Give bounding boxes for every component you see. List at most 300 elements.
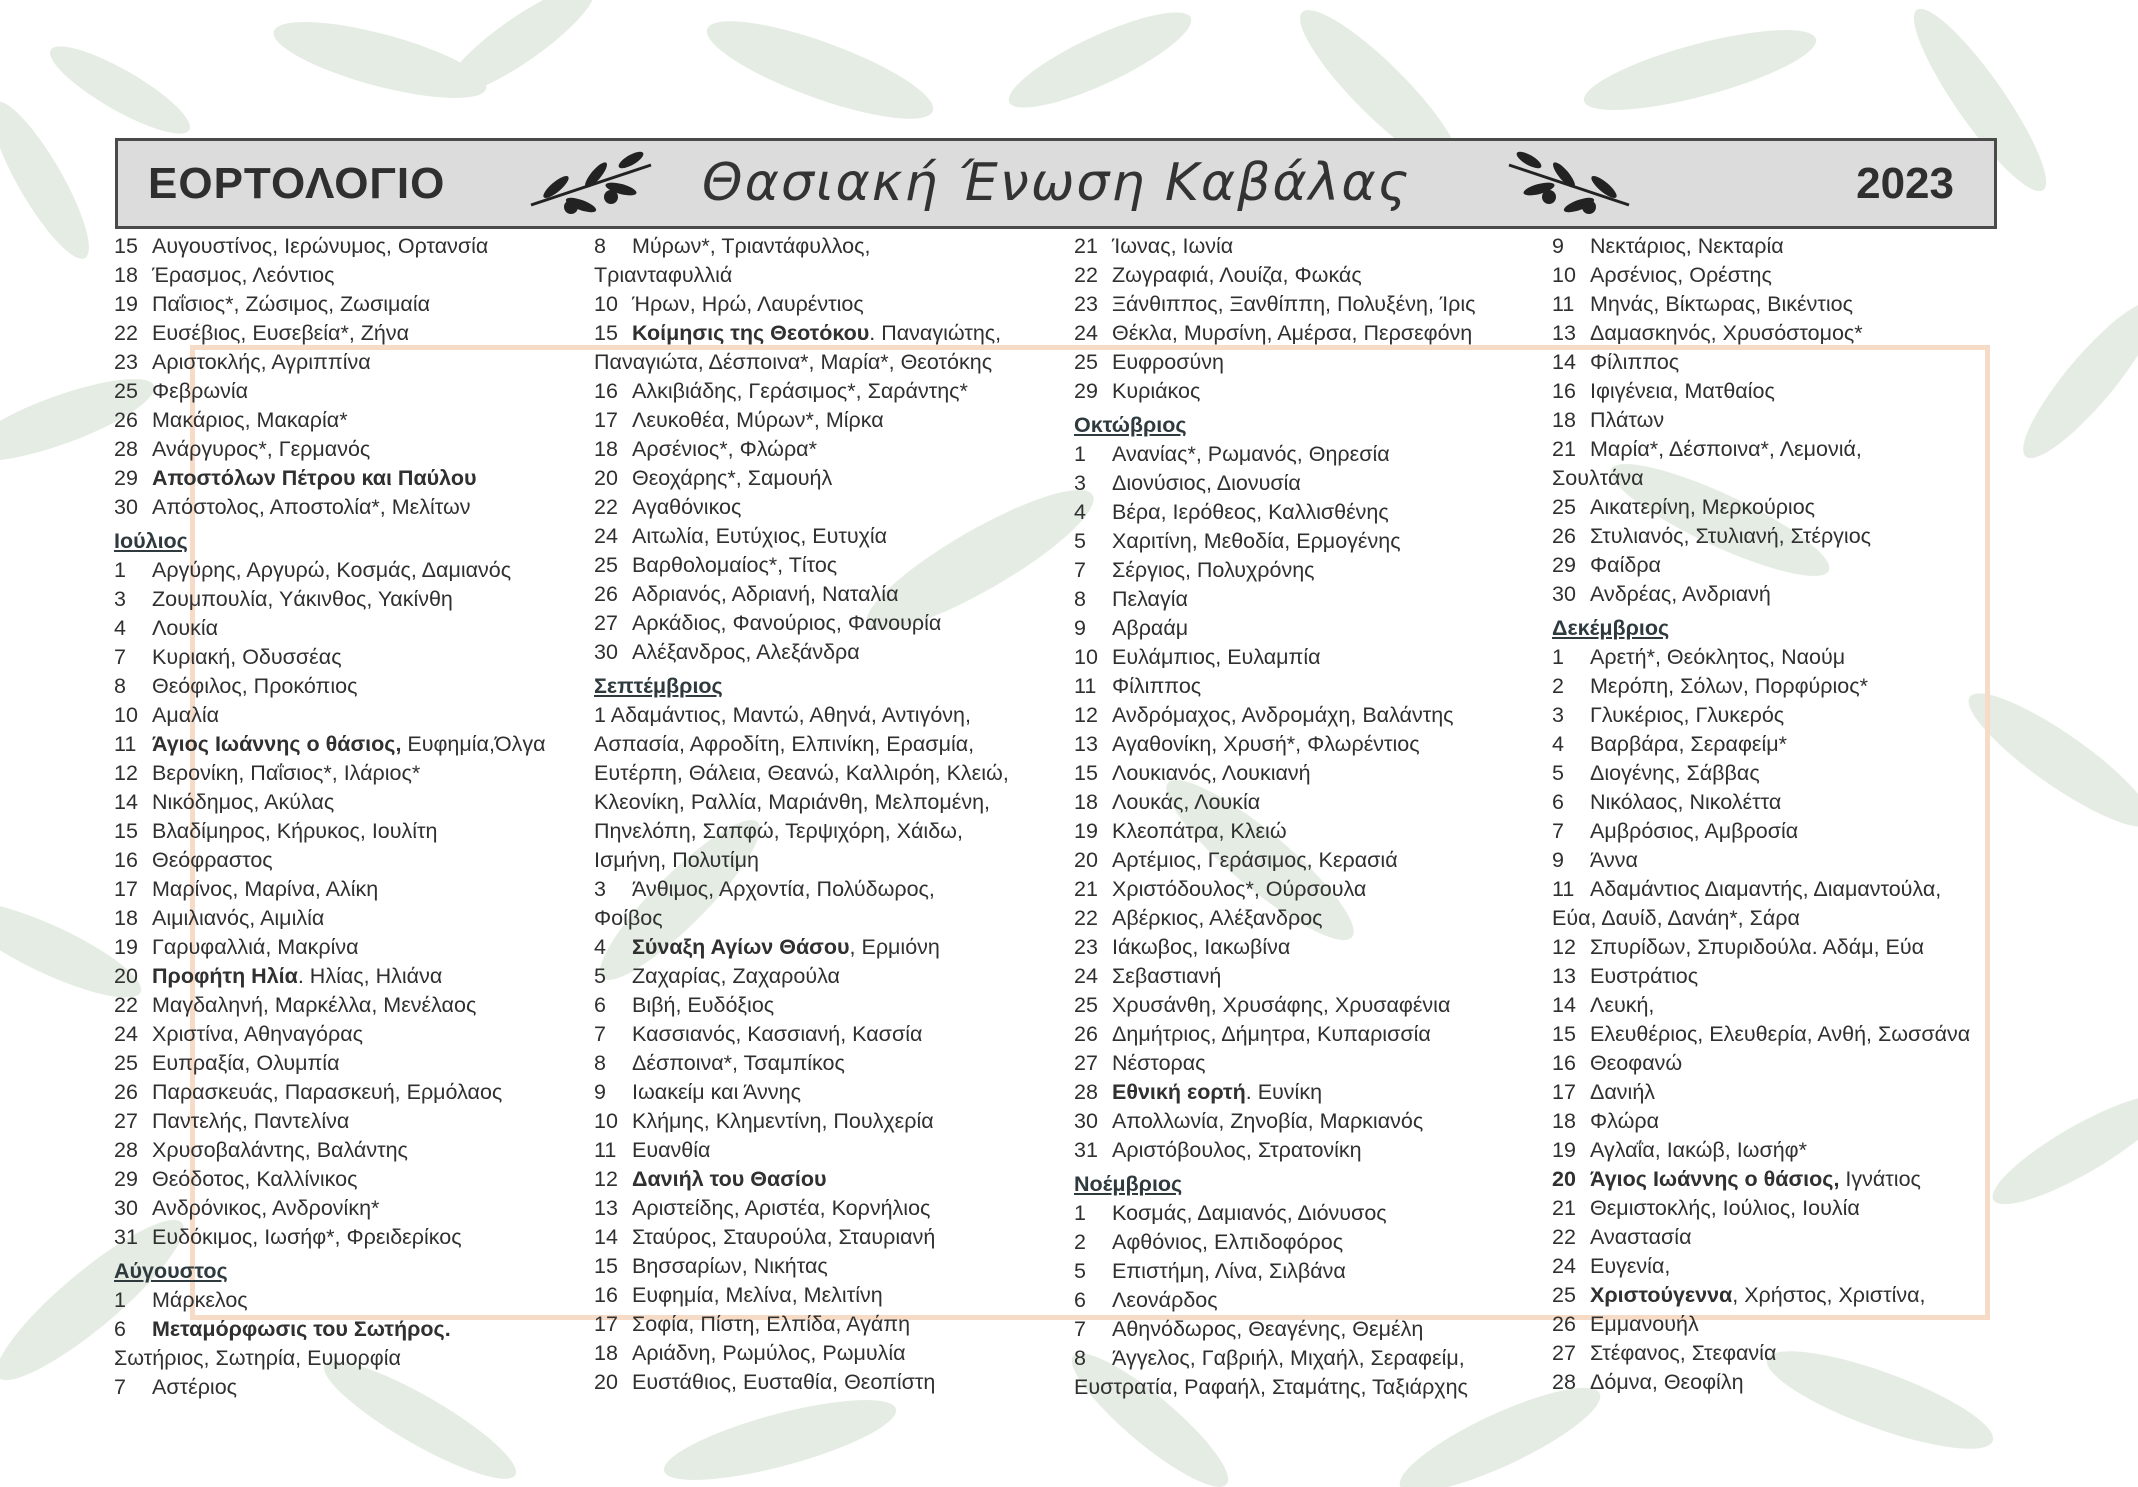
names-text: Αμβρόσιος, Αμβροσία bbox=[1590, 819, 1799, 843]
names-text: Θεμιστοκλής, Ιούλιος, Ιουλία bbox=[1590, 1196, 1860, 1220]
day-number: 8 bbox=[1074, 587, 1086, 611]
month-heading: Ιούλιος bbox=[114, 529, 188, 553]
names-text: Μύρων*, Τριαντάφυλλος, bbox=[632, 234, 871, 258]
feast-name: Σύναξη Αγίων Θάσου bbox=[632, 935, 850, 959]
name-day-entry bbox=[114, 1078, 592, 1107]
day-number: 22 bbox=[114, 321, 138, 345]
day-number: 25 bbox=[1552, 495, 1576, 519]
day-number: 30 bbox=[1074, 1109, 1098, 1133]
names-text: Ευφημία,Όλγα bbox=[401, 732, 546, 756]
name-day-entry bbox=[114, 614, 592, 643]
name-day-entry bbox=[594, 1223, 1070, 1252]
name-day-entry bbox=[594, 875, 1070, 904]
names-text: Βαρβάρα, Σεραφείμ* bbox=[1590, 732, 1787, 756]
name-day-entry bbox=[1074, 1136, 1550, 1165]
names-text: Παρασκευάς, Παρασκευή, Ερμόλαος bbox=[152, 1080, 503, 1104]
names-text: Αγαθόνικος bbox=[632, 495, 742, 519]
names-text: Αρσένιος, Ορέστης bbox=[1590, 263, 1772, 287]
name-day-entry bbox=[114, 643, 592, 672]
names-text: Αριστόβουλος, Στρατονίκη bbox=[1112, 1138, 1362, 1162]
name-day-entry bbox=[1074, 1286, 1550, 1315]
names-text: . Παναγιώτης, bbox=[869, 321, 1002, 345]
names-text: Αφθόνιος, Ελπιδοφόρος bbox=[1112, 1230, 1344, 1254]
names-text: Ασπασία, Αφροδίτη, Ελπινίκη, Ερασμία, bbox=[594, 732, 975, 756]
name-day-entry bbox=[594, 232, 1070, 261]
names-text: Άννα bbox=[1590, 848, 1638, 872]
name-day-entry bbox=[594, 1368, 1070, 1397]
name-day-continuation bbox=[1552, 464, 2022, 493]
name-day-entry bbox=[594, 522, 1070, 551]
names-text: Αρτέμιος, Γεράσιμος, Κερασιά bbox=[1112, 848, 1398, 872]
day-number: 10 bbox=[1552, 263, 1576, 287]
names-text: Ευστράτιος bbox=[1590, 964, 1699, 988]
names-text: Βλαδίμηρος, Κήρυκος, Ιουλίτη bbox=[152, 819, 438, 843]
day-number: 18 bbox=[594, 1341, 618, 1365]
calendar-title: ΕΟΡΤΟΛΟΓΙΟ bbox=[148, 159, 446, 208]
name-day-entry bbox=[1552, 551, 2022, 580]
name-day-entry bbox=[1552, 406, 2022, 435]
names-text: Αργύρης, Αργυρώ, Κοσμάς, Δαμιανός bbox=[152, 558, 512, 582]
names-text: Ευπραξία, Ολυμπία bbox=[152, 1051, 340, 1075]
names-text: Αβραάμ bbox=[1112, 616, 1189, 640]
names-text: Σταύρος, Σταυρούλα, Σταυριανή bbox=[632, 1225, 936, 1249]
name-day-entry bbox=[1552, 1165, 2022, 1194]
day-number: 2 bbox=[1074, 1230, 1086, 1254]
name-day-entry bbox=[1074, 759, 1550, 788]
day-number: 14 bbox=[114, 790, 138, 814]
name-day-entry bbox=[1074, 527, 1550, 556]
day-number: 31 bbox=[1074, 1138, 1098, 1162]
day-number: 21 bbox=[1074, 234, 1098, 258]
names-text: Στέφανος, Στεφανία bbox=[1590, 1341, 1777, 1365]
feast-name: Κοίμησις της Θεοτόκου bbox=[632, 321, 870, 345]
names-text: . Ηλίας, Ηλιάνα bbox=[297, 964, 443, 988]
feast-name: Δανιήλ του Θασίου bbox=[632, 1167, 827, 1191]
day-number: 30 bbox=[114, 495, 138, 519]
name-day-entry bbox=[1074, 904, 1550, 933]
names-text: Απόστολος, Αποστολία*, Μελίτων bbox=[152, 495, 471, 519]
name-day-entry bbox=[594, 435, 1070, 464]
day-number: 12 bbox=[114, 761, 138, 785]
name-day-entry bbox=[594, 1165, 1070, 1194]
names-text: Μηνάς, Βίκτωρας, Βικέντιος bbox=[1590, 292, 1853, 316]
name-day-entry bbox=[1074, 643, 1550, 672]
day-number: 2 bbox=[1552, 674, 1564, 698]
day-number: 17 bbox=[114, 877, 138, 901]
day-number: 19 bbox=[1074, 819, 1098, 843]
names-text: Άγγελος, Γαβριήλ, Μιχαήλ, Σεραφείμ, bbox=[1112, 1346, 1465, 1370]
day-number: 6 bbox=[594, 993, 606, 1017]
name-day-entry bbox=[1074, 1315, 1550, 1344]
names-text: Γαρυφαλλιά, Μακρίνα bbox=[152, 935, 359, 959]
day-number: 28 bbox=[114, 1138, 138, 1162]
calendar-column-1 bbox=[114, 232, 592, 1402]
name-day-entry bbox=[1552, 319, 2022, 348]
day-number: 4 bbox=[114, 616, 126, 640]
month-heading: Οκτώβριος bbox=[1074, 413, 1187, 437]
day-number: 15 bbox=[1552, 1022, 1576, 1046]
name-day-entry bbox=[594, 609, 1070, 638]
names-text: Επιστήμη, Λίνα, Σιλβάνα bbox=[1112, 1259, 1346, 1283]
names-text: Ελευθέριος, Ελευθερία, Ανθή, Σωσσάνα bbox=[1590, 1022, 1971, 1046]
name-day-continuation bbox=[594, 846, 1070, 875]
name-day-entry bbox=[1552, 261, 2022, 290]
name-day-continuation bbox=[114, 1344, 592, 1373]
day-number: 25 bbox=[594, 553, 618, 577]
day-number: 14 bbox=[594, 1225, 618, 1249]
day-number: 25 bbox=[114, 379, 138, 403]
name-day-entry bbox=[1074, 875, 1550, 904]
names-text: Θεοφανώ bbox=[1590, 1051, 1683, 1075]
day-number: 23 bbox=[1074, 935, 1098, 959]
names-text: Κλεονίκη, Ραλλία, Μαριάνθη, Μελπομένη, bbox=[594, 790, 991, 814]
names-text: Αικατερίνη, Μερκούριος bbox=[1590, 495, 1816, 519]
name-day-entry bbox=[594, 319, 1070, 348]
names-text: Παΐσιος*, Ζώσιμος, Ζωσιμαία bbox=[152, 292, 431, 316]
feast-name: Εθνική εορτή bbox=[1112, 1080, 1246, 1104]
name-day-entry bbox=[1552, 1368, 2022, 1397]
names-text: Αριστείδης, Αριστέα, Κορνήλιος bbox=[632, 1196, 931, 1220]
name-day-entry bbox=[1074, 440, 1550, 469]
names-text: Σπυρίδων, Σπυριδούλα. Αδάμ, Εύα bbox=[1590, 935, 1925, 959]
names-text: Ζωγραφιά, Λουίζα, Φωκάς bbox=[1112, 263, 1362, 287]
name-day-entry bbox=[1552, 643, 2022, 672]
names-text: Λουκάς, Λουκία bbox=[1112, 790, 1261, 814]
day-number: 16 bbox=[114, 848, 138, 872]
feast-name: Αποστόλων Πέτρου και Παύλου bbox=[152, 466, 477, 490]
month-heading: Αύγουστος bbox=[114, 1259, 228, 1283]
names-text: Αστέριος bbox=[152, 1375, 238, 1399]
names-text: Μαρίνος, Μαρίνα, Αλίκη bbox=[152, 877, 379, 901]
day-number: 26 bbox=[594, 582, 618, 606]
day-number: 30 bbox=[114, 1196, 138, 1220]
name-day-entry bbox=[594, 1281, 1070, 1310]
name-day-entry bbox=[1074, 377, 1550, 406]
name-day-entry bbox=[1074, 1107, 1550, 1136]
day-number: 7 bbox=[1552, 819, 1564, 843]
names-text: Ευστρατία, Ραφαήλ, Σταμάτης, Ταξιάρχης bbox=[1074, 1375, 1468, 1399]
name-day-entry bbox=[594, 551, 1070, 580]
day-number: 22 bbox=[1074, 263, 1098, 287]
names-text: Ιωακείμ και Άννης bbox=[632, 1080, 801, 1104]
day-number: 16 bbox=[1552, 379, 1576, 403]
name-day-entry bbox=[1552, 377, 2022, 406]
name-day-entry bbox=[114, 493, 592, 522]
olive-branch-icon bbox=[1504, 145, 1634, 225]
name-day-continuation bbox=[594, 701, 1070, 730]
day-number: 25 bbox=[1552, 1283, 1576, 1307]
name-day-entry bbox=[114, 348, 592, 377]
day-number: 11 bbox=[594, 1138, 617, 1162]
day-number: 25 bbox=[1074, 350, 1098, 374]
day-number: 30 bbox=[1552, 582, 1576, 606]
day-number: 10 bbox=[114, 703, 138, 727]
name-day-entry bbox=[1074, 498, 1550, 527]
name-day-entry bbox=[1074, 991, 1550, 1020]
names-text: Ισμήνη, Πολυτίμη bbox=[594, 848, 759, 872]
names-text: Φαίδρα bbox=[1590, 553, 1661, 577]
day-number: 15 bbox=[114, 234, 138, 258]
name-day-entry bbox=[114, 556, 592, 585]
names-text: Κλεοπάτρα, Κλειώ bbox=[1112, 819, 1287, 843]
name-day-entry bbox=[114, 759, 592, 788]
day-number: 8 bbox=[114, 674, 126, 698]
month-heading: Σεπτέμβριος bbox=[594, 674, 723, 698]
name-day-entry bbox=[1552, 991, 2022, 1020]
name-day-entry bbox=[114, 846, 592, 875]
day-number: 25 bbox=[114, 1051, 138, 1075]
day-number: 26 bbox=[1552, 524, 1576, 548]
day-number: 16 bbox=[594, 379, 618, 403]
name-day-entry bbox=[594, 1136, 1070, 1165]
name-day-entry bbox=[1074, 585, 1550, 614]
name-day-entry bbox=[1074, 1020, 1550, 1049]
name-day-entry bbox=[1074, 672, 1550, 701]
day-number: 28 bbox=[114, 437, 138, 461]
day-number: 8 bbox=[594, 1051, 606, 1075]
name-day-entry bbox=[114, 1223, 592, 1252]
day-number: 21 bbox=[1552, 437, 1576, 461]
day-number: 22 bbox=[114, 993, 138, 1017]
name-day-entry bbox=[1552, 1252, 2022, 1281]
names-text: Βερονίκη, Παΐσιος*, Ιλάριος* bbox=[152, 761, 421, 785]
name-day-entry bbox=[114, 290, 592, 319]
day-number: 27 bbox=[1552, 1341, 1576, 1365]
title-bar bbox=[115, 138, 1997, 229]
names-text: Βησσαρίων, Νικήτας bbox=[632, 1254, 828, 1278]
names-text: Ξάνθιππος, Ξανθίππη, Πολυξένη, Ίρις bbox=[1112, 292, 1476, 316]
day-number: 29 bbox=[1552, 553, 1576, 577]
name-day-entry bbox=[114, 1165, 592, 1194]
name-day-entry bbox=[114, 464, 592, 493]
day-number: 6 bbox=[1552, 790, 1564, 814]
day-number: 12 bbox=[1074, 703, 1098, 727]
day-number: 18 bbox=[114, 263, 138, 287]
names-text: Ευλάμπιος, Ευλαμπία bbox=[1112, 645, 1321, 669]
names-text: . Ευνίκη bbox=[1245, 1080, 1323, 1104]
day-number: 13 bbox=[1552, 964, 1576, 988]
name-day-entry bbox=[114, 435, 592, 464]
names-text: Χριστίνα, Αθηναγόρας bbox=[152, 1022, 363, 1046]
day-number: 20 bbox=[594, 466, 618, 490]
name-day-continuation bbox=[594, 904, 1070, 933]
name-day-entry bbox=[114, 1020, 592, 1049]
name-day-continuation bbox=[594, 261, 1070, 290]
day-number: 17 bbox=[1552, 1080, 1576, 1104]
day-number: 13 bbox=[594, 1196, 618, 1220]
day-number: 18 bbox=[1552, 408, 1576, 432]
names-text: Αριστοκλής, Αγριππίνα bbox=[152, 350, 371, 374]
names-text: Ανδρόνικος, Ανδρονίκη* bbox=[152, 1196, 380, 1220]
names-text: Σωτήριος, Σωτηρία, Ευμορφία bbox=[114, 1346, 401, 1370]
names-text: Χαριτίνη, Μεθοδία, Ερμογένης bbox=[1112, 529, 1401, 553]
names-text: Ευσέβιος, Ευσεβεία*, Ζήνα bbox=[152, 321, 410, 345]
name-day-entry bbox=[1074, 319, 1550, 348]
day-number: 29 bbox=[1074, 379, 1098, 403]
names-text: Αδριανός, Αδριανή, Ναταλία bbox=[632, 582, 899, 606]
day-number: 19 bbox=[1552, 1138, 1576, 1162]
names-text: Αρκάδιος, Φανούριος, Φανουρία bbox=[632, 611, 942, 635]
names-text: Μακάριος, Μακαρία* bbox=[152, 408, 348, 432]
name-day-entry bbox=[114, 1286, 592, 1315]
day-number: 27 bbox=[1074, 1051, 1098, 1075]
name-day-entry bbox=[1074, 290, 1550, 319]
name-day-entry bbox=[594, 406, 1070, 435]
name-day-entry bbox=[114, 701, 592, 730]
name-day-entry bbox=[1074, 469, 1550, 498]
name-day-entry bbox=[1552, 493, 2022, 522]
names-text: , Ερμιόνη bbox=[849, 935, 940, 959]
names-text: Έρασμος, Λεόντιος bbox=[152, 263, 335, 287]
name-day-entry bbox=[594, 933, 1070, 962]
names-text: Θεόφραστος bbox=[152, 848, 273, 872]
names-text: Ίωνας, Ιωνία bbox=[1112, 234, 1234, 258]
names-text: Θεοχάρης*, Σαμουήλ bbox=[632, 466, 833, 490]
names-text: Εμμανουήλ bbox=[1590, 1312, 1699, 1336]
day-number: 1 bbox=[114, 558, 126, 582]
name-day-entry bbox=[594, 1049, 1070, 1078]
names-text: Ζαχαρίας, Ζαχαρούλα bbox=[632, 964, 840, 988]
name-day-continuation bbox=[1074, 1373, 1550, 1402]
day-number: 27 bbox=[114, 1109, 138, 1133]
names-text: Λουκιανός, Λουκιανή bbox=[1112, 761, 1311, 785]
name-day-entry bbox=[1552, 672, 2022, 701]
name-day-entry bbox=[114, 585, 592, 614]
calendar-column-3 bbox=[1074, 232, 1550, 1402]
year-label: 2023 bbox=[1856, 159, 1954, 208]
name-day-entry bbox=[114, 991, 592, 1020]
names-text: Ευγενία, bbox=[1590, 1254, 1671, 1278]
day-number: 29 bbox=[114, 1167, 138, 1191]
names-text: Μαγδαληνή, Μαρκέλλα, Μενέλαος bbox=[152, 993, 477, 1017]
names-text: Αρετή*, Θεόκλητος, Ναούμ bbox=[1590, 645, 1846, 669]
day-number: 24 bbox=[1074, 321, 1098, 345]
name-day-continuation bbox=[594, 759, 1070, 788]
name-day-entry bbox=[1074, 701, 1550, 730]
names-text: Διονύσιος, Διονυσία bbox=[1112, 471, 1301, 495]
names-text: Ευανθία bbox=[632, 1138, 711, 1162]
names-text: Ευφημία, Μελίνα, Μελιτίνη bbox=[632, 1283, 883, 1307]
day-number: 28 bbox=[1552, 1370, 1576, 1394]
names-text: Αυγουστίνος, Ιερώνυμος, Ορτανσία bbox=[152, 234, 489, 258]
day-number: 13 bbox=[1552, 321, 1576, 345]
names-text: Θέκλα, Μυρσίνη, Αμέρσα, Περσεφόνη bbox=[1112, 321, 1473, 345]
names-text: Αδαμάντιος Διαμαντής, Διαμαντούλα, bbox=[1590, 877, 1942, 901]
day-number: 10 bbox=[594, 1109, 618, 1133]
name-day-entry bbox=[1552, 933, 2022, 962]
day-number: 5 bbox=[1074, 1259, 1086, 1283]
names-text: Μαρία*, Δέσποινα*, Λεμονιά, bbox=[1590, 437, 1862, 461]
names-text: Ιγνάτιος bbox=[1839, 1167, 1921, 1191]
name-day-entry bbox=[1074, 232, 1550, 261]
names-text: Βέρα, Ιερόθεος, Καλλισθένης bbox=[1112, 500, 1389, 524]
day-number: 1 bbox=[1074, 442, 1086, 466]
names-text: Μερόπη, Σόλων, Πορφύριος* bbox=[1590, 674, 1868, 698]
names-text: Απολλωνία, Ζηνοβία, Μαρκιανός bbox=[1112, 1109, 1424, 1133]
feast-name: Προφήτη Ηλία bbox=[152, 964, 298, 988]
day-number: 6 bbox=[114, 1317, 126, 1341]
names-text: Ζουμπουλία, Υάκινθος, Υακίνθη bbox=[152, 587, 453, 611]
names-text: Παναγιώτα, Δέσποινα*, Μαρία*, Θεοτόκης bbox=[594, 350, 993, 374]
names-text: Αιμιλιανός, Αιμιλία bbox=[152, 906, 325, 930]
name-day-entry bbox=[1552, 788, 2022, 817]
names-text: Νέστορας bbox=[1112, 1051, 1206, 1075]
names-text: Κοσμάς, Δαμιανός, Διόνυσος bbox=[1112, 1201, 1387, 1225]
names-text: Ανδρόμαχος, Ανδρομάχη, Βαλάντης bbox=[1112, 703, 1454, 727]
day-number: 24 bbox=[1074, 964, 1098, 988]
name-day-entry bbox=[1552, 701, 2022, 730]
name-day-entry bbox=[114, 730, 592, 759]
name-day-entry bbox=[594, 1078, 1070, 1107]
day-number: 26 bbox=[1074, 1022, 1098, 1046]
names-text: Αριάδνη, Ρωμύλος, Ρωμυλία bbox=[632, 1341, 906, 1365]
name-day-entry bbox=[1552, 875, 2022, 904]
name-day-entry bbox=[1074, 261, 1550, 290]
day-number: 5 bbox=[1552, 761, 1564, 785]
name-day-entry bbox=[1552, 759, 2022, 788]
names-text: Σέργιος, Πολυχρόνης bbox=[1112, 558, 1315, 582]
names-text: Δόμνα, Θεοφίλη bbox=[1590, 1370, 1744, 1394]
day-number: 14 bbox=[1552, 350, 1576, 374]
name-day-entry bbox=[114, 1315, 592, 1344]
month-heading: Νοέμβριος bbox=[1074, 1172, 1183, 1196]
day-number: 17 bbox=[594, 408, 618, 432]
name-day-entry bbox=[114, 672, 592, 701]
names-text: Φεβρωνία bbox=[152, 379, 249, 403]
name-day-entry bbox=[114, 261, 592, 290]
name-day-entry bbox=[114, 1194, 592, 1223]
name-day-continuation bbox=[594, 348, 1070, 377]
name-day-entry bbox=[1552, 1339, 2022, 1368]
day-number: 11 bbox=[1552, 292, 1575, 316]
calendar-column-2 bbox=[594, 232, 1070, 1397]
name-day-entry bbox=[1552, 580, 2022, 609]
names-text: Κυριάκος bbox=[1112, 379, 1201, 403]
name-day-entry bbox=[1552, 1310, 2022, 1339]
day-number: 7 bbox=[114, 1375, 126, 1399]
day-number: 9 bbox=[1074, 616, 1086, 640]
name-day-entry bbox=[1074, 846, 1550, 875]
name-day-continuation bbox=[594, 730, 1070, 759]
day-number: 22 bbox=[1074, 906, 1098, 930]
day-number: 15 bbox=[594, 321, 618, 345]
name-day-entry bbox=[1552, 1194, 2022, 1223]
name-day-entry bbox=[594, 991, 1070, 1020]
day-number: 9 bbox=[594, 1080, 606, 1104]
name-day-entry bbox=[594, 493, 1070, 522]
name-day-entry bbox=[594, 1339, 1070, 1368]
names-text: Κυριακή, Οδυσσέας bbox=[152, 645, 342, 669]
name-day-entry bbox=[114, 788, 592, 817]
name-day-entry bbox=[114, 875, 592, 904]
name-day-entry bbox=[1552, 962, 2022, 991]
names-text: Σουλτάνα bbox=[1552, 466, 1644, 490]
day-number: 1 bbox=[1074, 1201, 1086, 1225]
name-day-entry bbox=[1552, 435, 2022, 464]
day-number: 3 bbox=[1552, 703, 1564, 727]
names-text: Ανδρέας, Ανδριανή bbox=[1590, 582, 1771, 606]
names-text: Βιβή, Ευδόξιος bbox=[632, 993, 775, 1017]
names-text: 1 Αδαμάντιος, Μαντώ, Αθηνά, Αντιγόνη, bbox=[594, 703, 971, 727]
name-day-entry bbox=[1552, 290, 2022, 319]
names-text: Βαρθολομαίος*, Τίτος bbox=[632, 553, 838, 577]
day-number: 20 bbox=[594, 1370, 618, 1394]
day-number: 15 bbox=[114, 819, 138, 843]
name-day-entry bbox=[114, 933, 592, 962]
names-text: Λεονάρδος bbox=[1112, 1288, 1218, 1312]
names-text: Ευστάθιος, Ευσταθία, Θεοπίστη bbox=[632, 1370, 936, 1394]
day-number: 11 bbox=[114, 732, 137, 756]
